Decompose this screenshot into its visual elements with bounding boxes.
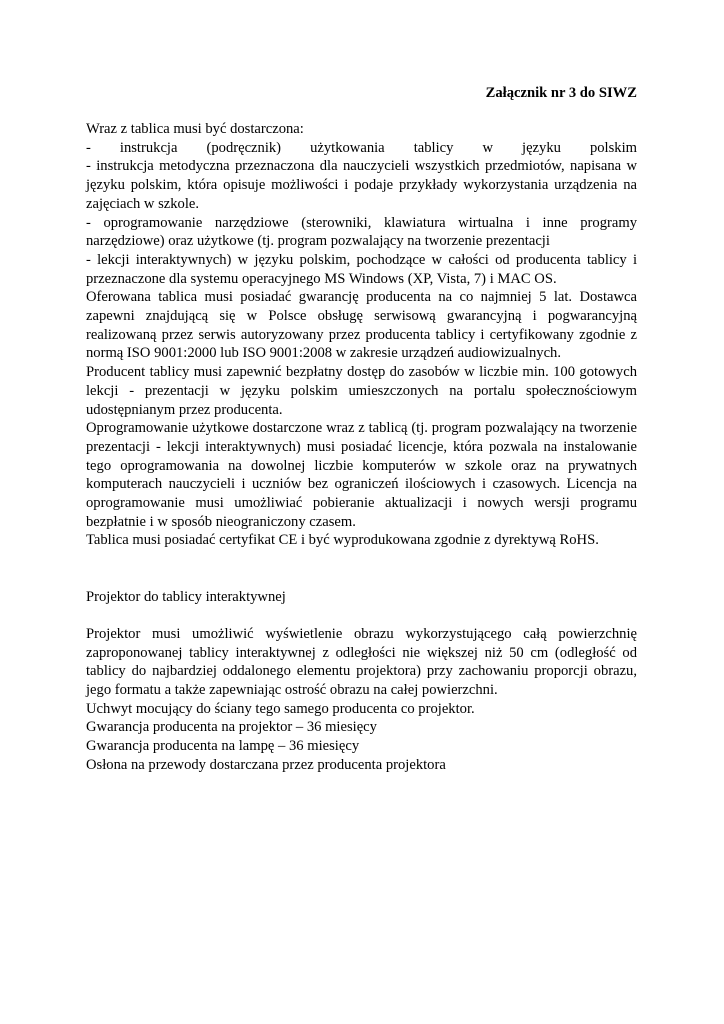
document-body	[86, 120, 637, 775]
certificate-paragraph: Tablica musi posiadać certyfikat CE i być wyprodukowana zgodnie z dyrektywą RoHS.	[86, 532, 599, 549]
resources-paragraph: Producent tablicy musi zapewnić bezpłatny dostęp do zasobów w liczbie min. 100 gotowych lekcji - prezentacji w języku polskim umieszczonych na portalu społecznościowym udostępnianym przez producenta.	[86, 364, 637, 418]
spacer	[86, 606, 637, 625]
item-methodical-manual: - instrukcja metodyczna przeznaczona dla nauczycieli wszystkich przedmiotów, napisana w języku polskim, która opisuje możliwości i podaje przykłady wykorzystania urządzenia na zajęciach w szkole.	[86, 158, 637, 212]
cable-cover-line: Osłona na przewody dostarczana przez producenta projektora	[86, 756, 446, 773]
projector-section-title: Projektor do tablicy interaktywnej	[86, 588, 286, 605]
annex-header: Załącznik nr 3 do SIWZ	[485, 85, 637, 101]
projector-warranty-line: Gwarancja producenta na projektor – 36 miesięcy	[86, 719, 377, 736]
item-interactive-lessons: - lekcji interaktywnych) w języku polskim, pochodzące w całości od producenta tablicy i przeznaczone dla systemu operacyjnego MS Windows (XP, Vista, 7) i MAC OS.	[86, 251, 637, 287]
warranty-paragraph: Oferowana tablica musi posiadać gwarancję producenta na co najmniej 5 lat. Dostawca zapewni znajdującą się w Polsce obsługę serwisową gwarancyjną i pogwarancyjną realizowaną przez serwis autoryzowany przez producenta tablicy i certyfikowany zgodnie z normą ISO 9001:2000 lub ISO 9001:2008 w zakresie urządzeń audiowizualnych.	[86, 289, 637, 362]
delivery-intro: Wraz z tablica musi być dostarczona:	[86, 121, 304, 137]
spacer	[86, 550, 637, 569]
mount-line: Uchwyt mocujący do ściany tego samego producenta co projektor.	[86, 700, 475, 717]
spacer	[86, 569, 637, 588]
item-user-manual: - instrukcja (podręcznik) użytkowania tablicy w języku polskim	[86, 139, 637, 156]
item-tool-software: - oprogramowanie narzędziowe (sterowniki, klawiatura wirtualna i inne programy narzędziowe) oraz użytkowe (tj. program pozwalający na tworzenie prezentacji	[86, 214, 637, 250]
projector-description: Projektor musi umożliwić wyświetlenie obrazu wykorzystującego całą powierzchnię zaproponowanej tablicy interaktywnej z odległości nie większej niż 50 cm (odległość od tablicy do najbardziej oddalonego elementu projektora) przy zachowaniu proporcji obrazu, jego formatu a także zapewniając ostrość obrazu na całej powierzchni.	[86, 625, 637, 699]
lamp-warranty-line: Gwarancja producenta na lampę – 36 miesięcy	[86, 738, 360, 755]
license-paragraph: Oprogramowanie użytkowe dostarczone wraz z tablicą (tj. program pozwalający na tworzenie prezentacji - lekcji interaktywnych) musi posiadać licencje, która pozwala na instalowanie tego oprogramowania na dowolnej liczbie komputerów w szkole oraz na prywatnych komputerach nauczycieli i uczniów bez ograniczeń ilościowych i czasowych. Licencja na oprogramowanie musi umożliwiać pobieranie aktualizacji i nowych wersji programu bezpłatnie i w sposób nieograniczony czasem.	[86, 420, 637, 530]
